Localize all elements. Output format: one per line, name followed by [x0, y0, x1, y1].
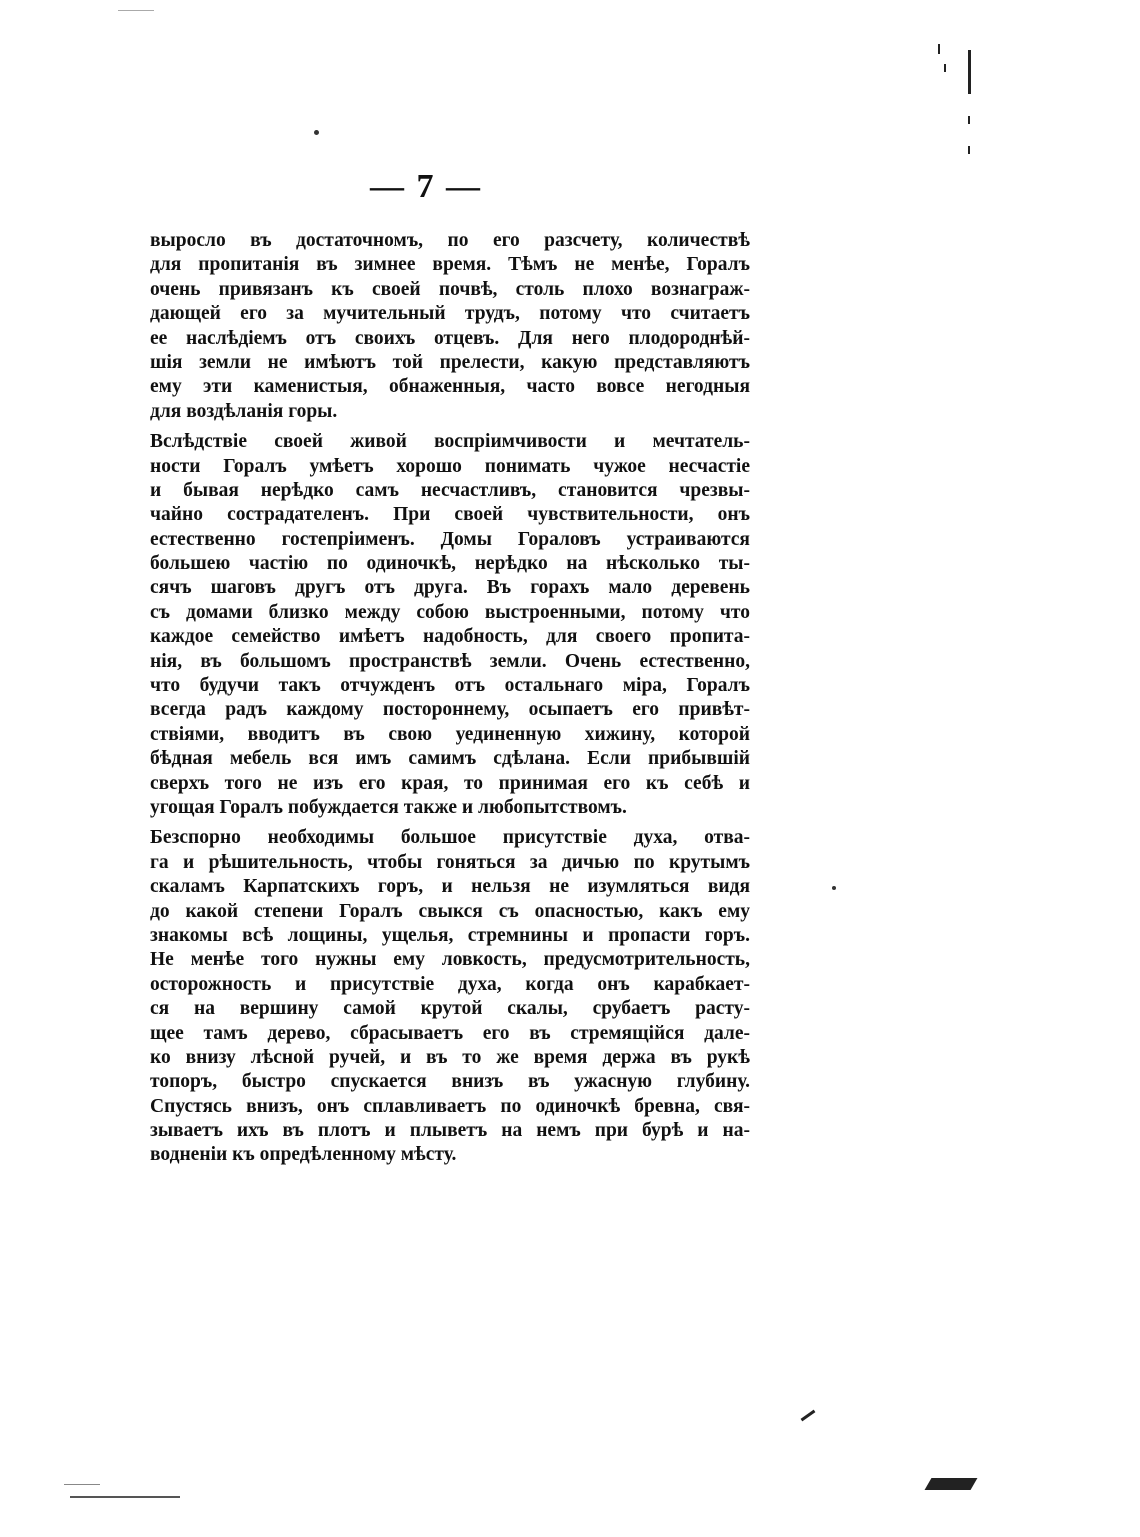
text-line: зываетъ ихъ въ плотъ и плыветъ на немъ при бурѣ и на- [150, 1120, 750, 1142]
paragraph-2 [150, 430, 750, 820]
text-line: выросло въ достаточномъ, по его разсчету, количествѣ [150, 230, 750, 251]
text-line: ствіями, вводитъ въ свою уединенную хижину, которой [150, 723, 750, 745]
text-line: очень привязанъ къ своей почвѣ, столь плохо вознаграж- [150, 278, 750, 300]
text-line: Вслѣдствіе своей живой воспріимчивости и мечтатель- [150, 431, 750, 453]
text-line: осторожность и присутствіе духа, когда онъ карабкает- [150, 973, 750, 995]
text-line: естественно гостепріименъ. Домы Гораловъ устраиваются [150, 528, 750, 550]
text-line: шія земли не имѣютъ той прелести, какую представляютъ [150, 351, 750, 373]
scan-mark [944, 64, 946, 72]
text-line: чайно сострадателенъ. При своей чувствительности, онъ [150, 504, 750, 526]
body-text [150, 229, 750, 1168]
scan-mark [64, 1484, 100, 1485]
text-line: нія, въ большомъ пространствѣ земли. Очень естественно, [150, 650, 750, 672]
scan-speck [314, 130, 319, 135]
scan-speck [832, 886, 836, 890]
text-line: водненіи къ опредѣленному мѣсту. [150, 1144, 457, 1166]
text-line: Спустясь внизъ, онъ сплавливаетъ по одиночкѣ бревна, свя- [150, 1095, 750, 1117]
text-line: ее наслѣдіемъ отъ своихъ отцевъ. Для него плодороднѣй- [150, 327, 750, 349]
text-line: для воздѣланія горы. [150, 400, 338, 422]
text-line: топоръ, быстро спускается внизъ въ ужасную глубину. [150, 1071, 750, 1093]
text-line: что будучи такъ отчужденъ отъ остальнаго міра, Горалъ [150, 675, 750, 697]
text-line: щее тамъ дерево, сбрасываетъ его въ стремящійся дале- [150, 1022, 750, 1044]
scan-mark [925, 1478, 978, 1490]
page-number-label: — 7 — [370, 168, 482, 205]
scan-mark [118, 10, 154, 11]
scan-mark [968, 50, 971, 94]
text-line: бѣдная мебель вся имъ самимъ сдѣлана. Если прибывшій [150, 748, 750, 770]
paragraph-1 [150, 229, 750, 424]
text-line: ности Горалъ умѣетъ хорошо понимать чужое несчастіе [150, 455, 750, 477]
text-line: сверхъ того не изъ его края, то принимая его къ себѣ и [150, 772, 750, 794]
text-line: и бывая нерѣдко самъ несчастливъ, становится чрезвы- [150, 479, 750, 501]
text-line: съ домами близко между собою выстроенными, потому что [150, 601, 750, 623]
text-line: Не менѣе того нужны ему ловкость, предусмотрительность, [150, 949, 750, 971]
scan-mark [938, 44, 940, 54]
text-line: ся на вершину самой крутой скалы, срубаетъ расту- [150, 998, 750, 1020]
text-line: ему эти каменистыя, обнаженныя, часто вовсе негодныя [150, 376, 750, 398]
text-line: скаламъ Карпатскихъ горъ, и нельзя не изумляться видя [150, 876, 750, 898]
text-line: ко внизу лѣсной ручей, и въ то же время держа въ рукѣ [150, 1046, 750, 1068]
scan-mark [801, 1410, 816, 1422]
text-line: всегда радъ каждому постороннему, осыпаетъ его привѣт- [150, 699, 750, 721]
text-line: большею частію по одиночкѣ, нерѣдко на нѣсколько ты- [150, 553, 750, 575]
scan-mark [968, 116, 970, 124]
text-line: каждое семейство имѣетъ надобность, для своего пропита- [150, 626, 750, 648]
text-line: для пропитанія въ зимнее время. Тѣмъ не менѣе, Горалъ [150, 254, 750, 276]
scan-mark [968, 146, 970, 154]
text-line: угощая Горалъ побуждается также и любопытствомъ. [150, 796, 627, 818]
text-line: га и рѣшительность, чтобы гоняться за дичью по крутымъ [150, 851, 750, 873]
text-line: дающей его за мучительный трудъ, потому что считаетъ [150, 303, 750, 325]
text-line: Безспорно необходимы большое присутствіе духа, отва- [150, 827, 750, 849]
text-line: до какой степени Горалъ свыкся съ опасностью, какъ ему [150, 900, 750, 922]
text-line: сячъ шаговъ другъ отъ друга. Въ горахъ мало деревень [150, 577, 750, 599]
paragraph-3 [150, 826, 750, 1167]
scan-mark [70, 1496, 180, 1498]
text-line: знакомы всѣ лощины, ущелья, стремнины и пропасти горъ. [150, 924, 750, 946]
